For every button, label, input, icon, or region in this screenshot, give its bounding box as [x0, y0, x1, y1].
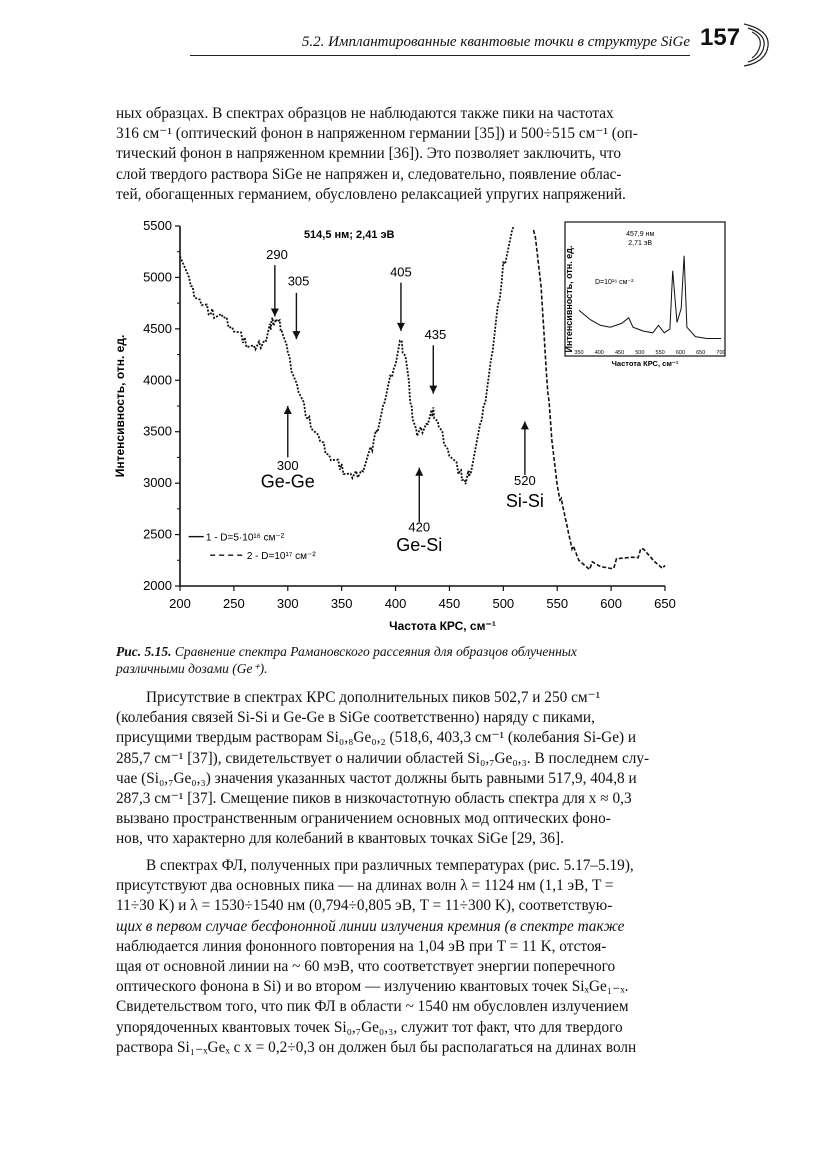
peak-label-420: 420	[408, 519, 431, 535]
peak-290-arrow-head	[271, 309, 279, 317]
text-line: раствора Si₁₋ₓGeₓ с x = 0,2÷0,3 он должен был бы располагаться на длинах волн	[116, 1038, 637, 1056]
x-axis-label: Частота КРС, см⁻¹	[389, 619, 496, 633]
text-line: присущими твердым растворам Si₀,₈Ge₀,₂ (518,6, 403,3 см⁻¹ (колебания Si-Ge) и	[116, 729, 637, 747]
text-line: слой твердого раствора SiGe не напряжен и, следовательно, появление облас-	[116, 165, 622, 183]
text-line: 285,7 см⁻¹ [37]), свидетельствует о наличии областей Si₀,₇Ge₀,₃. В последнем слу-	[116, 749, 650, 767]
inset-x-tick-label: 350	[574, 350, 584, 356]
x-tick-label: 200	[169, 596, 191, 611]
peak-435-arrow-head	[429, 386, 437, 394]
peak-405-arrow-head	[397, 323, 405, 331]
peak-520-arrow-head	[521, 421, 529, 429]
figure-caption	[116, 643, 726, 677]
paragraph-3	[116, 856, 736, 1058]
text-line: оптического фонона в Si) и во втором — излучению квантовых точек SiₓGe₁₋ₓ.	[116, 978, 629, 996]
legend-label-1: 1 - D=5·10¹⁶ см⁻²	[205, 532, 285, 544]
text-line: вызвано пространственным ограничением основных мод оптических фоно-	[116, 810, 611, 828]
bond-label-si-si: Si-Si	[505, 490, 544, 511]
peak-300-arrow-head	[284, 406, 292, 414]
caption-label: Рис. 5.15.	[116, 644, 172, 659]
y-tick-label: 5000	[143, 269, 172, 285]
text-line: щая от основной линии на ~ 60 мэВ, что соответствует энергии поперечного	[116, 958, 616, 976]
y-tick-label: 4500	[143, 320, 172, 336]
x-tick-label: 500	[492, 596, 515, 611]
text-line: упорядоченных квантовых точек Si₀,₇Ge₀,₃, служит тот факт, что для твердого	[116, 1018, 623, 1036]
bond-label-ge-ge: Ge-Ge	[260, 471, 315, 492]
inset-dose-label: D=10¹⁶ см⁻²	[595, 279, 634, 286]
y-tick-label: 3500	[143, 423, 172, 439]
inset-title-2: 2,71 эВ	[628, 240, 653, 247]
paragraph-2	[116, 688, 736, 850]
chart-title: 514,5 нм; 2,41 эВ	[303, 229, 395, 241]
y-tick-label: 4000	[143, 372, 172, 388]
text-line: тей, обогащенных германием, обусловлено релаксацией упругих напряжений.	[116, 185, 626, 203]
y-tick-label: 2500	[143, 526, 172, 542]
text-line: щих в первом случае бесфононной линии излучения кремния (в спектре также	[116, 917, 625, 935]
y-tick-label: 2000	[143, 578, 172, 593]
inset-x-tick-label: 700	[716, 350, 726, 356]
x-tick-label: 400	[384, 596, 407, 611]
peak-420-arrow-head	[415, 468, 423, 476]
text-line: В спектрах ФЛ, полученных при различных температурах (рис. 5.17–5.19),	[146, 857, 634, 874]
x-tick-label: 650	[654, 596, 676, 611]
peak-label-435: 435	[424, 327, 447, 343]
text-line: ных образцах. В спектрах образцов не наблюдаются также пики на частотах	[116, 105, 614, 122]
bond-label-ge-si: Ge-Si	[396, 535, 443, 556]
y-tick-label: 5500	[143, 218, 172, 233]
inset-x-label: Частота КРС, см⁻¹	[611, 359, 679, 368]
top-paragraph	[116, 104, 736, 205]
inset-x-tick-label: 450	[614, 350, 625, 356]
text-line: Свидетельством того, что пик ФЛ в области ~ 1540 нм обусловлен излучением	[116, 998, 629, 1016]
peak-305-arrow-head	[292, 331, 300, 339]
peak-label-300: 300	[276, 457, 299, 473]
x-tick-label: 600	[600, 596, 622, 611]
y-tick-label: 3000	[143, 475, 172, 491]
x-tick-label: 550	[546, 596, 569, 611]
text-line: Присутствие в спектрах КРС дополнительных пиков 502,7 и 250 см⁻¹	[146, 689, 601, 706]
x-tick-label: 300	[276, 596, 299, 611]
inset-x-tick-label: 600	[675, 350, 686, 356]
text-line: 316 см⁻¹ (оптический фонон в напряженном германии [35]) и 500÷515 см⁻¹ (оп-	[116, 125, 638, 143]
inset-x-tick-label: 400	[594, 350, 604, 356]
inset-x-tick-label: 650	[696, 350, 706, 356]
text-line: нов, что характерно для колебаний в квантовых точках SiGe [29, 36].	[116, 830, 564, 848]
page-corner-ornament-icon	[740, 20, 774, 70]
text-line: присутствуют два основных пика — на длинах волн λ = 1124 нм (1,1 эВ, T =	[116, 877, 614, 895]
text-line: чае (Si₀,₇Ge₀,₃) значения указанных частот должны быть равными 517,9, 404,8 и	[116, 769, 637, 787]
x-tick-label: 350	[330, 596, 353, 611]
raman-figure	[110, 214, 730, 644]
raman-spectrum-chart	[110, 214, 730, 644]
inset-x-tick-label: 500	[635, 350, 645, 356]
running-header: 5.2. Имплантированные квантовые точки в структуре SiGe	[190, 34, 690, 56]
peak-label-290: 290	[266, 246, 288, 262]
x-tick-label: 450	[438, 596, 461, 611]
caption-text: Сравнение спектра Рамановского рассеяния для образцов облученных	[171, 644, 577, 659]
page-number: 157	[700, 24, 741, 51]
text-line: наблюдается линия фононного повторения на 1,04 эВ при T = 11 K, отстоя-	[116, 937, 607, 955]
peak-label-520: 520	[514, 473, 536, 489]
text-line: (колебания связей Si-Si и Ge-Ge в SiGe соответственно) наряду с пиками,	[116, 709, 595, 727]
text-line: тический фонон в напряженном кремнии [36]). Это позволяет заключить, что	[116, 145, 622, 163]
inset-y-label: Интенсивность, отн. ед.	[564, 245, 574, 353]
legend-label-2: 2 - D=10¹⁷ см⁻²	[246, 551, 316, 563]
y-axis-label: Интенсивность, отн. ед.	[113, 334, 127, 478]
x-tick-label: 250	[223, 596, 245, 611]
peak-label-305: 305	[287, 273, 310, 289]
inset-x-tick-label: 550	[655, 350, 665, 356]
text-line: 11÷30 K) и λ = 1530÷1540 нм (0,794÷0,805 эВ, T = 11÷300 K), соответствую-	[116, 897, 613, 915]
caption-text-2: различными дозами (Ge⁺).	[116, 661, 268, 676]
peak-label-405: 405	[390, 264, 412, 280]
inset-title-1: 457,9 нм	[626, 231, 655, 238]
series-1-line	[180, 226, 514, 484]
text-line: 287,3 см⁻¹ [37]. Смещение пиков в низкочастотную область спектра для x ≈ 0,3	[116, 790, 632, 808]
